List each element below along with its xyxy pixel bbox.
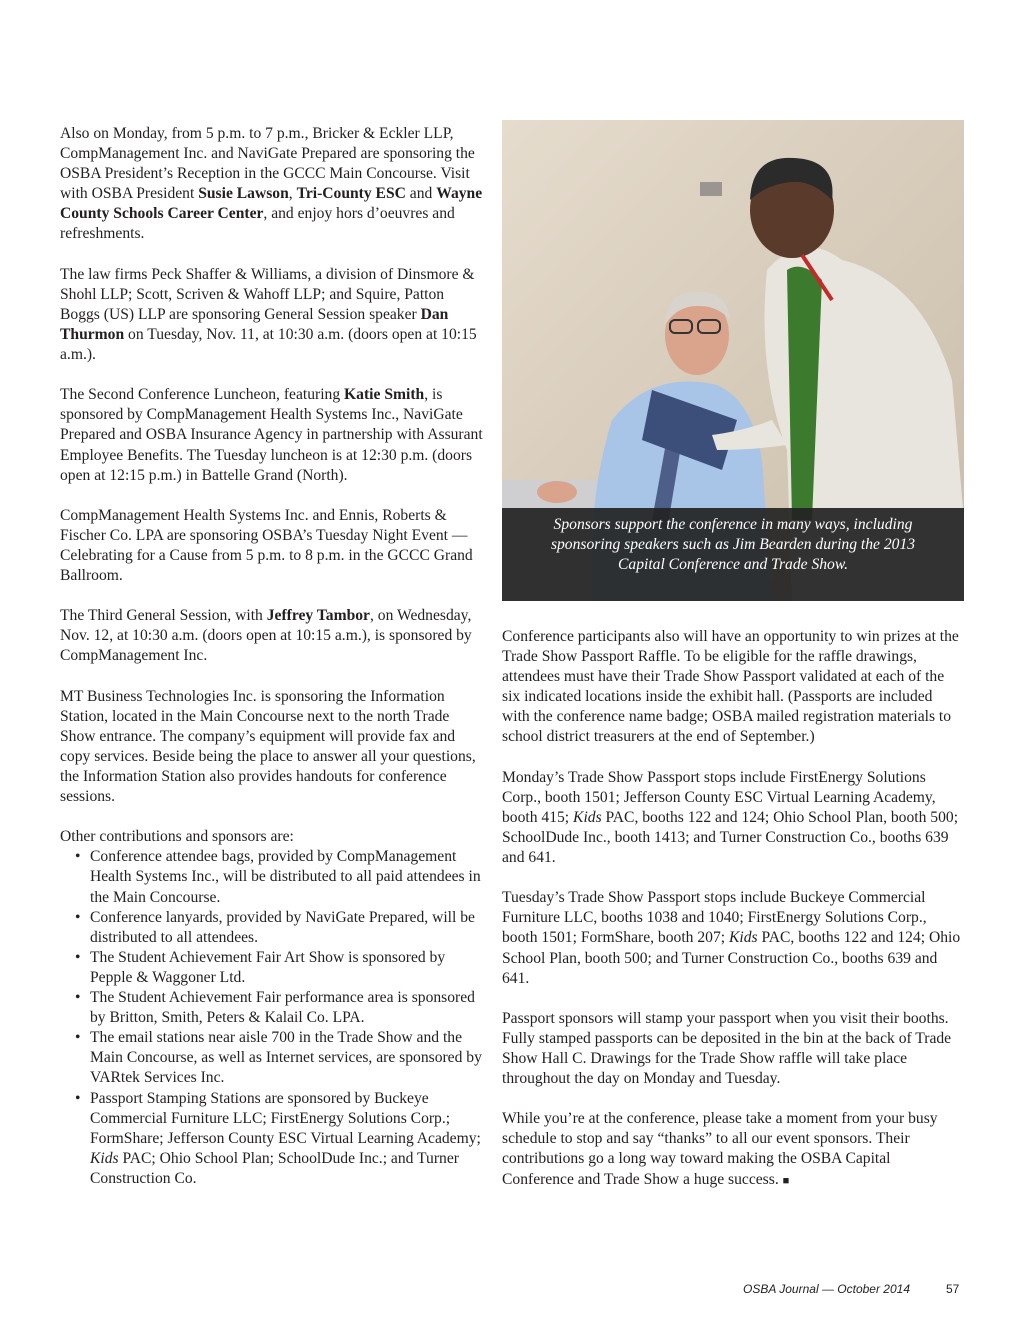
list-item: • Passport Stamping Stations are sponsored by Buckeye Commercial Furniture LLC; FirstEnergy Solutions Corp.; FormShare; Jefferson County ESC Virtual Learning Academy; Kids PAC; Ohio School Plan; SchoolDude Inc.; and Turner Construction Co. [60,1089,485,1189]
page-footer [0,1282,1024,1302]
paragraph-tuesday-stops: Tuesday’s Trade Show Passport stops include Buckeye Commercial Furniture LLC, booths 1038 and 1040; FirstEnergy Solutions Corp., booth 1501; FormShare, booth 207; Kids PAC, booths 122 and 124; Ohio School Plan, booth 500; and Turner Construction Co., booths 639 and 641. [502,889,961,987]
paragraph-closing: While you’re at the conference, please take a moment from your busy schedule to stop and say “thanks” to all our event sponsors. Their contributions go a long way toward making the OSBA Capital Conference and Trade Show a huge success. ■ [502,1110,938,1188]
paragraph-passport-raffle: Conference participants also will have an opportunity to win prizes at the Trade Show Passport Raffle. To be eligible for the raffle drawings, attendees must have their Trade Show Passport validated at each of the six indicated locations inside the exhibit hall. (Passports are included with the conference name badge; OSBA mailed registration materials to school district treasurers at the end of September.) [502,628,959,746]
name-wayne-county-schools: Wayne County Schools Career Center [60,185,483,223]
list-item: • The Student Achievement Fair Art Show is sponsored by Pepple & Waggoner Ltd. [60,948,485,988]
name-susie-lawson: Susie Lawson [198,185,289,203]
paragraph-general-session-speaker: The law firms Peck Shaffer & Williams, a division of Dinsmore & Shohl LLP; Scott, Scriven & Wahoff LLP; and Squire, Patton Boggs (US) LLP are sponsoring General Session speaker Dan Thurmon on Tuesday, Nov. 11, at 10:30 a.m. (doors open at 10:15 a.m.). [60,265,477,364]
paragraph-presidents-reception: Also on Monday, from 5 p.m. to 7 p.m., Bricker & Eckler LLP, CompManagement Inc. and NaviGate Prepared are sponsoring the OSBA President’s Reception in the GCCC Main Concourse. Visit with OSBA President Susie Lawson, Tri-County ESC and Wayne County Schools Career Center, and enjoy hors d’oeuvres and refreshments. [60,125,483,243]
paragraph-second-luncheon: The Second Conference Luncheon, featuring Katie Smith, is sponsored by CompManagement Health Systems Inc., NaviGate Prepared and OSBA Insurance Agency in partnership with Assurant Employee Benefits. The Tuesday luncheon is at 12:30 p.m. (doors open at 12:15 p.m.) in Battelle Grand (North). [60,386,483,484]
sponsor-photo [502,120,964,601]
photo-caption: Sponsors support the conference in many ways, including sponsoring speakers such as Jim Bearden during the 2013 Capital Conference and Trade Show. [502,508,964,601]
journal-title: OSBA Journal — October 2014 [743,1282,910,1296]
paragraph-information-station: MT Business Technologies Inc. is sponsoring the Information Station, located in the Main Concourse next to the north Trade Show entrance. The company’s equipment will provide fax and copy services. Beside being the place to answer all your questions, the Information Station also provides handouts for conference sessions. [60,687,476,806]
page-number: 57 [946,1282,960,1296]
paragraph-tuesday-night-event: CompManagement Health Systems Inc. and Ennis, Roberts & Fischer Co. LPA are sponsoring OSBA’s Tuesday Night Event — Celebrating for a Cause from 5 p.m. to 8 p.m. in the GCCC Grand Ballroom. [60,506,473,585]
list-item: • Conference attendee bags, provided by CompManagement Health Systems Inc., will be distributed to all paid attendees in the Main Concourse. [60,847,485,907]
list-item: • Conference lanyards, provided by NaviGate Prepared, will be distributed to all attendees. [60,908,485,948]
name-jeffrey-tambor: Jeffrey Tambor [266,607,370,625]
paragraph-third-general-session: The Third General Session, with Jeffrey Tambor, on Wednesday, Nov. 12, at 10:30 a.m. (doors open at 10:15 a.m.), is sponsored by CompManagement Inc. [60,607,472,665]
contributions-list [60,847,485,1189]
list-item: • The Student Achievement Fair performance area is sponsored by Britton, Smith, Peters & Kalail Co. LPA. [60,988,485,1028]
paragraph-passport-sponsors: Passport sponsors will stamp your passport when you visit their booths. Fully stamped passports can be deposited in the bin at the back of Trade Show Hall C. Drawings for the Trade Show raffle will take place throughout the day on Monday and Tuesday. [502,1009,952,1088]
name-katie-smith: Katie Smith [344,386,425,404]
end-mark-icon: ■ [782,1174,790,1187]
name-dan-thurmon: Dan Thurmon [60,305,449,343]
paragraph-monday-stops: Monday’s Trade Show Passport stops include FirstEnergy Solutions Corp., booth 1501; Jefferson County ESC Virtual Learning Academy, booth 415; Kids PAC, booths 122 and 124; Ohio School Plan, booth 500; SchoolDude Inc., booth 1413; and Turner Construction Co., booths 639 and 641. [502,768,959,867]
list-item: • The email stations near aisle 700 in the Trade Show and the Main Concourse, as well as Internet services, are sponsored by VARtek Services Inc. [60,1028,485,1088]
other-contributions-section [60,827,485,1189]
right-column [502,627,964,1211]
name-tri-county-esc: Tri-County ESC [296,185,406,203]
other-contributions-intro: Other contributions and sponsors are: [60,828,294,846]
left-column [60,124,485,1189]
